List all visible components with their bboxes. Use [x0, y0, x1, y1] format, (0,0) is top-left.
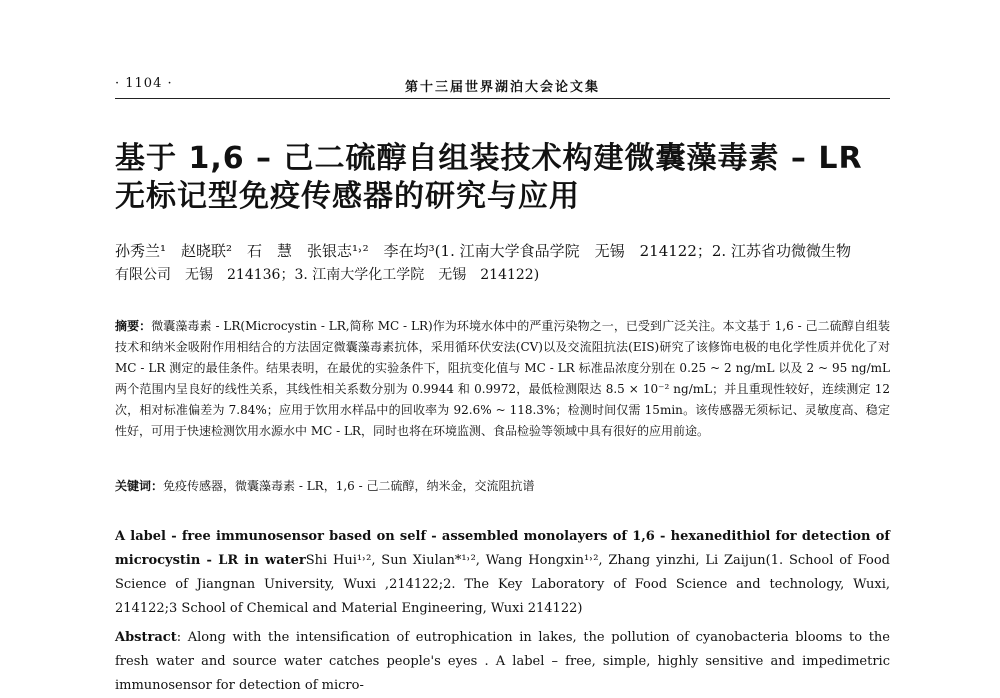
running-header: [115, 76, 890, 94]
chinese-title: [115, 140, 895, 216]
chinese-keywords-text: 免疫传感器，微囊藻毒素 - LR，1,6 - 己二硫醇，纳米金，交流阻抗谱: [163, 479, 535, 493]
english-title: A label - free immunosensor based on self - assembled monolayers of 1,6 - hexanedithiol for detection of microcystin - LR in water: [115, 529, 890, 568]
english-abstract-label: Abstract: [115, 630, 177, 645]
header-rule: [115, 98, 890, 99]
english-title-authors: [115, 525, 890, 621]
chinese-abstract-label: 摘要：: [115, 319, 152, 333]
chinese-abstract-text: 微囊藻毒素 - LR(Microcystin - LR,简称 MC - LR)作为环境水体中的严重污染物之一，已受到广泛关注。本文基于 1,6 - 己二硫醇自组装技术和纳米金吸附作用相结合的方法固定微囊藻毒素抗体，采用循环伏安法(CV)以及交流阻抗法(EIS)研究了该修饰电极的电化学性质并优化了对 MC - LR 测定的最佳条件。结果表明，在最优的实验条件下，阻抗变化值与 MC - LR 标准品浓度分别在 0.25 ~ 2 ng/mL 以及 2 ~ 95 ng/mL 两个范围内呈良好的线性关系，其线性相关系数分别为 0.9944 和 0.9972，最低检测限达 8.5 × 10⁻² ng/mL；并且重现性较好，连续测定 12 次，相对标准偏差为 7.84%；应用于饮用水样品中的回收率为 92.6% ~ 118.3%；检测时间仅需 15min。该传感器无须标记、灵敏度高、稳定性好，可用于快速检测饮用水源水中 MC - LR，同时也将在环境监测、食品检验等领域中具有很好的应用前途。: [115, 319, 890, 438]
page-number: · 1104 ·: [115, 76, 173, 91]
english-abstract: [115, 626, 890, 698]
chinese-authors: 孙秀兰¹ 赵晓联² 石 慧 张银志¹˒² 李在均³(1. 江南大学食品学院 无锡 214122；2. 江苏省功微微生物: [115, 242, 851, 260]
chinese-keywords-label: 关键词：: [115, 479, 164, 493]
journal-title: 第十三届世界湖泊大会论文集: [404, 80, 600, 95]
chinese-abstract: [115, 316, 890, 442]
chinese-affiliation: 有限公司 无锡 214136；3. 江南大学化工学院 无锡 214122): [115, 267, 540, 283]
chinese-keywords: [115, 476, 890, 496]
english-authors: Shi Hui¹˒², Sun Xiulan*¹˒², Wang Hongxin¹˒², Zhang yinzhi, Li Zaijun(1. School of Food Science of Jiangnan University, Wuxi ,214122;2. The Key Laboratory of Food Science and technology, Wuxi, 214122;3 School of Chemical and Material Engineering, Wuxi 214122): [115, 553, 890, 616]
chinese-title-line-2: 无标记型免疫传感器的研究与应用: [115, 179, 580, 214]
english-abstract-text: : Along with the intensification of eutrophication in lakes, the pollution of cyanobacteria blooms to the fresh water and source water catches people's eyes . A label – free, simple, highly sensitive and impedimetric immunosensor for detection of micro-: [115, 630, 890, 693]
chinese-title-line-1: 基于 1,6 – 己二硫醇自组装技术构建微囊藻毒素 – LR: [115, 141, 863, 176]
